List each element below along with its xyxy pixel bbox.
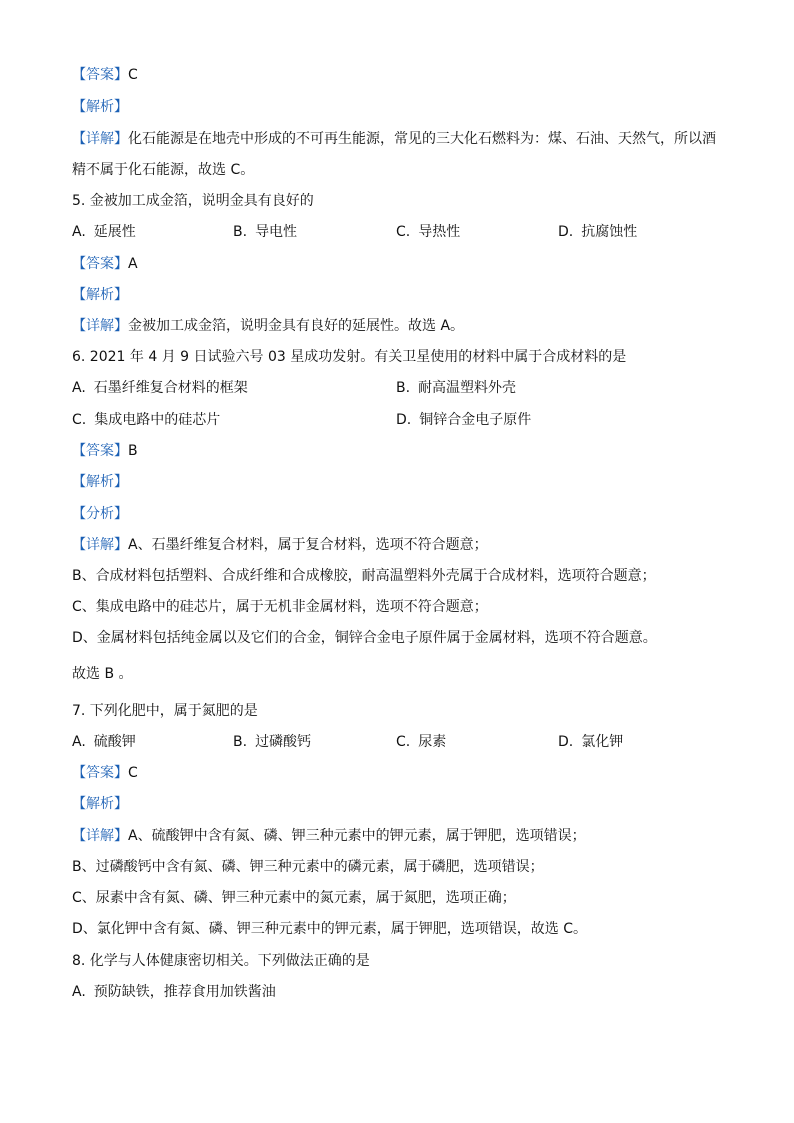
analysis-tag: 【解析】 bbox=[72, 796, 128, 812]
q5-question: 5. 金被加工成金箔，说明金具有良好的 bbox=[72, 193, 314, 209]
answer-value: A bbox=[128, 256, 138, 272]
q7-option-a: A. 硫酸钾 bbox=[72, 734, 136, 750]
q6-detail-c: C、集成电路中的硅芯片，属于无机非金属材料，选项不符合题意； bbox=[72, 599, 488, 615]
detail-tag: 【详解】 bbox=[72, 318, 128, 334]
q7-option-c: C. 尿素 bbox=[396, 734, 447, 750]
q6-fenxi-line bbox=[72, 504, 128, 524]
q5-option-a: A. 延展性 bbox=[72, 224, 136, 240]
q6-conclusion: 故选 B 。 bbox=[72, 666, 133, 682]
q5-option-d: D. 抗腐蚀性 bbox=[558, 224, 638, 240]
analysis-tag: 【解析】 bbox=[72, 474, 128, 490]
q4-detail-line-2: 精不属于化石能源，故选 C。 bbox=[72, 162, 255, 178]
q6-detail-d: D、金属材料包括纯金属以及它们的合金，铜锌合金电子原件属于金属材料，选项不符合题意。 bbox=[72, 630, 657, 646]
detail-tag: 【详解】 bbox=[72, 131, 128, 147]
q6-option-d: D. 铜锌合金电子原件 bbox=[396, 412, 532, 428]
analysis-tag: 【解析】 bbox=[72, 99, 128, 115]
q6-option-c: C. 集成电路中的硅芯片 bbox=[72, 412, 221, 428]
q7-detail-d: D、氯化钾中含有氮、磷、钾三种元素中的钾元素，属于钾肥，选项错误，故选 C。 bbox=[72, 921, 588, 937]
q7-question: 7. 下列化肥中，属于氮肥的是 bbox=[72, 703, 258, 719]
q6-detail-line bbox=[72, 535, 488, 555]
answer-tag: 【答案】 bbox=[72, 765, 128, 781]
q4-answer-line bbox=[72, 65, 138, 85]
detail-tag: 【详解】 bbox=[72, 537, 128, 553]
q4-analysis-line bbox=[72, 97, 128, 117]
q7-answer-line bbox=[72, 763, 138, 783]
q5-answer-line bbox=[72, 254, 138, 274]
analysis-tag: 【解析】 bbox=[72, 287, 128, 303]
answer-tag: 【答案】 bbox=[72, 67, 128, 83]
answer-value: C bbox=[128, 67, 138, 83]
q5-option-c: C. 导热性 bbox=[396, 224, 461, 240]
q6-detail-b: B、合成材料包括塑料、合成纤维和合成橡胶，耐高温塑料外壳属于合成材料，选项符合题意； bbox=[72, 568, 656, 584]
q6-answer-line bbox=[72, 441, 138, 461]
q6-question: 6. 2021 年 4 月 9 日试验六号 03 星成功发射。有关卫星使用的材料中属于合成材料的是 bbox=[72, 349, 627, 365]
q7-detail-line bbox=[72, 826, 586, 846]
q7-analysis-line bbox=[72, 794, 128, 814]
q5-detail-line bbox=[72, 316, 464, 336]
answer-tag: 【答案】 bbox=[72, 443, 128, 459]
q7-option-d: D. 氯化钾 bbox=[558, 734, 624, 750]
fenxi-tag: 【分析】 bbox=[72, 506, 128, 522]
answer-value: B bbox=[128, 443, 138, 459]
answer-value: C bbox=[128, 765, 138, 781]
q5-option-b: B. 导电性 bbox=[233, 224, 298, 240]
answer-tag: 【答案】 bbox=[72, 256, 128, 272]
q7-detail-c: C、尿素中含有氮、磷、钾三种元素中的氮元素，属于氮肥，选项正确； bbox=[72, 890, 516, 906]
q7-detail-b: B、过磷酸钙中含有氮、磷、钾三种元素中的磷元素，属于磷肥，选项错误； bbox=[72, 859, 544, 875]
q6-option-b: B. 耐高温塑料外壳 bbox=[396, 380, 517, 396]
q6-analysis-line bbox=[72, 472, 128, 492]
q8-option-a: A. 预防缺铁，推荐食用加铁酱油 bbox=[72, 984, 276, 1000]
q5-analysis-line bbox=[72, 285, 128, 305]
detail-text: A、石墨纤维复合材料，属于复合材料，选项不符合题意； bbox=[128, 537, 488, 553]
q4-detail-line bbox=[72, 129, 716, 149]
q8-question: 8. 化学与人体健康密切相关。下列做法正确的是 bbox=[72, 953, 370, 969]
detail-text: A、硫酸钾中含有氮、磷、钾三种元素中的钾元素，属于钾肥，选项错误； bbox=[128, 828, 586, 844]
q7-option-b: B. 过磷酸钙 bbox=[233, 734, 312, 750]
detail-text: 化石能源是在地壳中形成的不可再生能源，常见的三大化石燃料为：煤、石油、天然气，所以酒 bbox=[128, 131, 716, 147]
q6-option-a: A. 石墨纤维复合材料的框架 bbox=[72, 380, 248, 396]
detail-tag: 【详解】 bbox=[72, 828, 128, 844]
detail-text: 金被加工成金箔，说明金具有良好的延展性。故选 A。 bbox=[128, 318, 465, 334]
